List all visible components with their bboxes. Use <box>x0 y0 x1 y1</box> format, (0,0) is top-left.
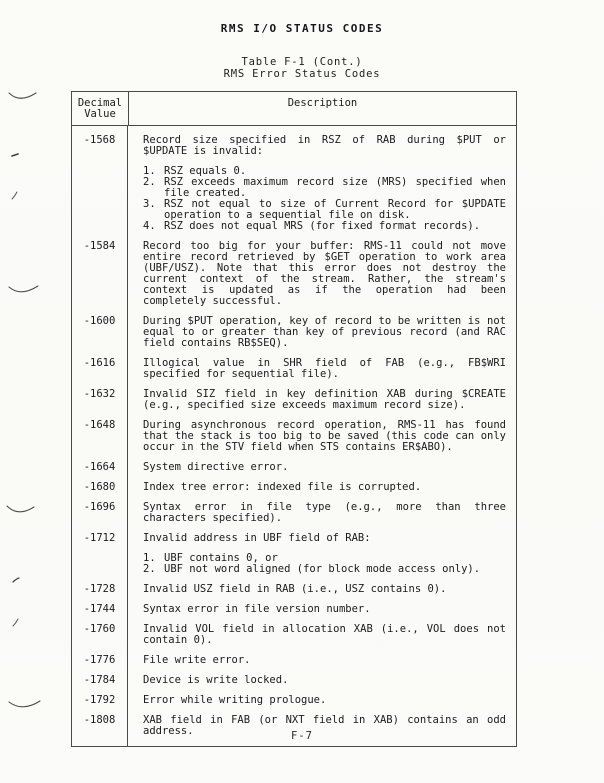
description-paragraph: Syntax error in file type (e.g., more than three characters specified). <box>143 501 506 524</box>
description-paragraph: During $PUT operation, key of record to be written is not equal to or greater than key of previous record (and RAC field contains RB$SEQ). <box>143 315 506 349</box>
table-caption-line1: Table F-1 (Cont.) <box>241 56 363 68</box>
column-header-decimal-line1: Decimal <box>77 97 123 109</box>
description-paragraph: Error while writing prologue. <box>143 694 327 706</box>
margin-scan-mark <box>8 697 42 711</box>
list-item-text: UBF not word aligned (for block mode access only). <box>164 563 481 575</box>
column-header-decimal-line2: Value <box>84 108 116 120</box>
list-item-number: 1. <box>143 165 156 177</box>
row-decimal-value: -1600 <box>72 307 128 349</box>
row-decimal-value: -1776 <box>72 646 128 666</box>
table-row <box>72 595 516 615</box>
row-decimal-value: -1696 <box>72 493 128 524</box>
row-decimal-value: -1680 <box>72 473 128 493</box>
margin-scan-mark <box>12 576 21 584</box>
list-item-text: RSZ does not equal MRS (for fixed format records). <box>164 220 481 232</box>
row-description <box>128 575 516 595</box>
table-row <box>72 686 516 706</box>
row-description <box>128 473 516 493</box>
column-header-description: Description <box>287 97 358 109</box>
row-description <box>128 307 516 349</box>
description-paragraph: Invalid SIZ field in key definition XAB during $CREATE (e.g., specified size exceeds maximum record size). <box>143 388 506 411</box>
row-description <box>128 349 516 380</box>
description-paragraph: Index tree error: indexed file is corrupted. <box>143 481 422 493</box>
table-row <box>72 349 516 380</box>
description-paragraph: Invalid VOL field in allocation XAB (i.e., VOL does not contain 0). <box>143 623 506 646</box>
row-description <box>128 380 516 411</box>
row-description <box>128 411 516 453</box>
row-decimal-value: -1744 <box>72 595 128 615</box>
list-item-number: 2. <box>143 176 156 188</box>
list-item-number: 2. <box>143 563 156 575</box>
table-body <box>72 126 516 746</box>
description-paragraph: Record too big for your buffer: RMS-11 could not move entire record retrieved by $GET operation to work area (UBF/USZ). Note that this error does not destroy the current context of the stream. Rather, the stream's context is updated as if the operation had been completely successful. <box>143 240 506 307</box>
description-paragraph: Syntax error in file version number. <box>143 603 371 615</box>
column-header-decimal-value <box>72 92 129 125</box>
row-description <box>128 686 516 706</box>
margin-scan-mark <box>11 152 20 158</box>
status-codes-table <box>71 91 517 747</box>
table-row <box>72 411 516 453</box>
table-row <box>72 453 516 473</box>
row-decimal-value: -1616 <box>72 349 128 380</box>
table-row <box>72 615 516 646</box>
description-paragraph: XAB field in FAB (or NXT field in XAB) contains an odd address. <box>143 714 506 737</box>
row-decimal-value: -1664 <box>72 453 128 473</box>
row-decimal-value: -1760 <box>72 615 128 646</box>
table-header-row <box>72 92 516 126</box>
row-decimal-value: -1784 <box>72 666 128 686</box>
description-paragraph: Invalid USZ field in RAB (i.e., USZ contains 0). <box>143 583 447 595</box>
description-paragraph: Record size specified in RSZ of RAB during $PUT or $UPDATE is invalid: <box>143 134 506 157</box>
description-paragraph: Invalid address in UBF field of RAB: <box>143 532 371 544</box>
list-item-number: 3. <box>143 198 156 210</box>
list-item-text: UBF contains 0, or <box>164 552 278 564</box>
row-decimal-value: -1648 <box>72 411 128 453</box>
list-item-number: 4. <box>143 220 156 232</box>
row-description <box>128 646 516 666</box>
row-description <box>128 126 516 232</box>
description-list-item <box>143 199 506 221</box>
table-row <box>72 493 516 524</box>
row-description <box>128 615 516 646</box>
table-row <box>72 575 516 595</box>
description-paragraph: File write error. <box>143 654 251 666</box>
table-row <box>72 232 516 307</box>
row-decimal-value: -1584 <box>72 232 128 307</box>
description-list-item <box>143 177 506 199</box>
page-number: F-7 <box>291 730 313 742</box>
table-row <box>72 473 516 493</box>
margin-scan-mark <box>8 89 38 103</box>
row-decimal-value: -1712 <box>72 524 128 575</box>
table-caption-line2: RMS Error Status Codes <box>223 67 381 80</box>
table-row <box>72 380 516 411</box>
list-item-number: 1. <box>143 552 156 564</box>
row-description <box>128 595 516 615</box>
row-description <box>128 453 516 473</box>
table-row <box>72 666 516 686</box>
description-list-item <box>143 564 506 575</box>
margin-scan-mark <box>6 502 36 516</box>
description-paragraph: Illogical value in SHR field of FAB (e.g., FB$WRI specified for sequential file). <box>143 357 506 380</box>
page-title: RMS I/O STATUS CODES <box>220 22 384 35</box>
description-list-item <box>143 221 506 232</box>
list-item-text: RSZ not equal to size of Current Record for $UPDATE operation to a sequential file on disk. <box>164 198 506 221</box>
row-decimal-value: -1728 <box>72 575 128 595</box>
row-description <box>128 666 516 686</box>
row-decimal-value: -1808 <box>72 706 128 746</box>
row-decimal-value: -1568 <box>72 126 128 232</box>
table-row <box>72 524 516 575</box>
margin-scan-mark <box>12 618 20 628</box>
row-description <box>128 524 516 575</box>
row-description <box>128 493 516 524</box>
description-paragraph: Device is write locked. <box>143 674 289 686</box>
row-decimal-value: -1632 <box>72 380 128 411</box>
table-row <box>72 307 516 349</box>
margin-scan-mark <box>8 282 40 296</box>
list-item-text: RSZ equals 0. <box>164 165 247 177</box>
row-description <box>128 232 516 307</box>
table-row <box>72 646 516 666</box>
description-paragraph: During asynchronous record operation, RMS-11 has found that the stack is too big to be saved (this code can only occur in the STV field when STS contains ER$ABO). <box>143 419 506 453</box>
table-caption <box>0 57 604 80</box>
list-item-text: RSZ exceeds maximum record size (MRS) specified when file created. <box>164 176 506 199</box>
description-paragraph: System directive error. <box>143 461 289 473</box>
margin-scan-mark <box>11 191 19 201</box>
row-decimal-value: -1792 <box>72 686 128 706</box>
table-row <box>72 126 516 232</box>
